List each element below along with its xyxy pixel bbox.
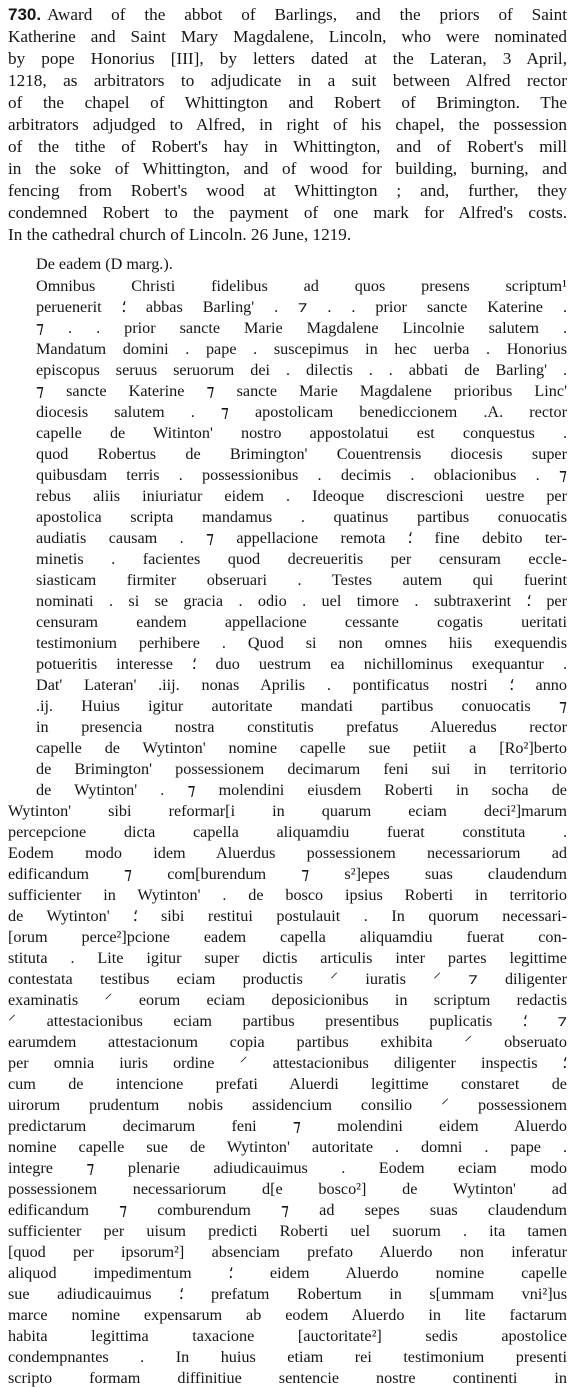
latin-text-line: examinatis ⸍ eorum eciam deposicionibus in scriptum redactis: [8, 991, 567, 1009]
latin-text-line: diocesis salutem . ⁊ apostolicam benediccionem .A. rector: [36, 403, 567, 421]
latin-text-line: quod Robertus de Brimington' Couentrensis diocesis super: [36, 445, 567, 463]
latin-text-line: predictarum decimarum feni ⁊ molendini eidem Aluerdo: [8, 1117, 567, 1135]
latin-text-line: apostolica scripta mandamus . quatinus partibus conuocatis: [36, 508, 567, 526]
latin-text-line: possessionem necessariorum d[e bosco²] de Wytinton' ad: [8, 1180, 567, 1198]
latin-text-line: ⁊ sancte Katerine ⁊ sancte Marie Magdalene prioribus Linc': [36, 382, 567, 400]
latin-text-line: testimonium perhibere . Quod si non omnes hiis exequendis: [36, 634, 567, 652]
latin-text-line: Mandatum domini . pape . suscepimus in hec uerba . Honorius: [36, 340, 567, 358]
latin-caption: De eadem (D marg.).: [36, 255, 173, 273]
latin-text-line: Omnibus Christi fidelibus ad quos presens scriptum¹: [36, 277, 567, 295]
latin-text-line: aliquod impedimentum ⸵ eidem Aluerdo nomine capelle: [8, 1264, 567, 1282]
entry-heading-line: 730. Award of the abbot of Barlings, and the priors of Saint: [8, 5, 567, 24]
entry-heading-line: condemned Robert to the payment of one mark for Alfred's costs.: [8, 203, 567, 222]
entry-heading-line: by pope Honorius [III], by letters dated at the Lateran, 3 April,: [8, 49, 567, 68]
entry-heading-line: arbitrators adjudged to Alfred, in right of his chapel, the possession: [8, 115, 567, 134]
latin-text-line: de Brimington' possessionem decimarum feni sui in territorio: [36, 760, 567, 778]
latin-text-line: [orum perce²]pcione eadem capella aliquamdiu fuerat con-: [8, 928, 567, 946]
latin-text-line: sufficienter in Wytinton' . de bosco ipsius Roberti in territorio: [8, 886, 567, 904]
entry-heading-line: 1218, as arbitrators to adjudicate in a suit between Alfred rector: [8, 71, 567, 90]
latin-text-line: sue adiudicauimus ⸵ prefatum Robertum in s[ummam vni²]us: [8, 1285, 567, 1303]
entry-heading-line: Katherine and Saint Mary Magdalene, Lincoln, who were nominated: [8, 27, 567, 46]
latin-text-line: de Wytinton' . ⁊ molendini eiusdem Roberti in socha de: [36, 781, 567, 799]
latin-text-line: uirorum prudentum nobis assidencium consilio ⸍ possessionem: [8, 1096, 567, 1114]
entry-heading-line: fencing from Robert's wood at Whittington ; and, further, they: [8, 181, 567, 200]
latin-text-line: contestata testibus eciam productis ⸍ iuratis ⸍ ⁊ diligenter: [8, 970, 567, 988]
latin-text-line: marce nomine expensarum ab eodem Aluerdo in lite factarum: [8, 1306, 567, 1324]
latin-text-line: cum de intencione prefati Aluerdi legittime constaret de: [8, 1075, 567, 1093]
latin-text-line: nominati . si se gracia . odio . uel timore . subtraxerint ⸵ per: [36, 592, 567, 610]
latin-text-line: Wytinton' sibi reformar[i in quarum eciam deci²]marum: [8, 802, 567, 820]
latin-text-line: potueritis interesse ⸵ duo uestrum ea nichillominus exequantur .: [36, 655, 567, 673]
latin-text-line: episcopus seruus seruorum dei . dilectis . . abbati de Barling' .: [36, 361, 567, 379]
latin-text-line: edificandum ⁊ com[burendum ⁊ s²]epes suas claudendum: [8, 865, 567, 883]
latin-text-line: sufficienter per uisum predicti Roberti uel suorum . ita tamen: [8, 1222, 567, 1240]
latin-text-line: edificandum ⁊ comburendum ⁊ ad sepes suas claudendum: [8, 1201, 567, 1219]
latin-text-line: capelle de Wytinton' nomine capelle sue petiit a [Ro²]berto: [36, 739, 567, 757]
latin-text-line: in presencia nostra constitutis prefatus Alueredus rector: [36, 718, 567, 736]
latin-text-line: ⸍ attestacionibus eciam partibus presentibus puplicatis ⸵ ⁊: [8, 1012, 567, 1030]
latin-text-line: .ij. Huius igitur autoritate mandati partibus conuocatis ⁊: [36, 697, 567, 715]
entry-heading-line: In the cathedral church of Lincoln. 26 June, 1219.: [8, 225, 352, 244]
latin-text-line: Dat' Lateran' .iij. nonas Aprilis . pontificatus nostri ⸵ anno: [36, 676, 567, 694]
entry-heading-line: in the soke of Whittington, and of wood for building, burning, and: [8, 159, 567, 178]
latin-text-line: censuram eandem appellacione cessante cogatis ueritati: [36, 613, 567, 631]
latin-text-line: Eodem modo idem Aluerdus possessionem necessariorum ad: [8, 844, 567, 862]
entry-heading-line: of the chapel of Whittington and Robert of Brimington. The: [8, 93, 567, 112]
latin-text-line: percepcione dicta capella aliquamdiu fuerat constituta .: [8, 823, 567, 841]
latin-text-line: integre ⁊ plenarie adiudicauimus . Eodem eciam modo: [8, 1159, 567, 1177]
latin-text-line: nomine capelle sue de Wytinton' autoritate . domni . pape .: [8, 1138, 567, 1156]
latin-text-line: de Wytinton' ⸵ sibi restitui postulauit . In quorum necessari-: [8, 907, 567, 925]
latin-text-line: audiatis causam . ⁊ appellacione remota ⸵ fine debito ter-: [36, 529, 567, 547]
latin-text-line: earumdem attestacionum copia partibus exhibita ⸍ obseruato: [8, 1033, 567, 1051]
latin-text-line: habita legittima taxacione [auctoritate²] sedis apostolice: [8, 1327, 567, 1345]
latin-text-line: minetis . facientes quod decreueritis per censuram eccle-: [36, 550, 567, 568]
latin-text-line: per omnia iuris ordine ⸍ attestacionibus diligenter inspectis ⸵: [8, 1054, 567, 1072]
latin-text-line: scripto formam diffinitiue sentencie nostre continenti in: [8, 1369, 567, 1387]
latin-text-line: ⁊ . . prior sancte Marie Magdalene Lincolnie salutem .: [36, 319, 567, 337]
entry-number: 730.: [8, 5, 42, 24]
latin-text-line: capelle de Witinton' nostro appostolatui est conquestus .: [36, 424, 567, 442]
latin-text-line: stituta . Lite igitur super dictis articulis inter partes legittime: [8, 949, 567, 967]
latin-text-line: quibusdam terris . possessionibus . decimis . oblacionibus . ⁊: [36, 466, 567, 484]
latin-text-line: [quod per ipsorum²] absenciam prefato Aluerdo non inferatur: [8, 1243, 567, 1261]
latin-text-line: condempnantes . In huius etiam rei testimonium presenti: [8, 1348, 567, 1366]
latin-text-line: rebus aliis iniuriatur eidem . Ideoque discrescioni uestre per: [36, 487, 567, 505]
entry-heading-line: of the tithe of Robert's hay in Whittington, and of Robert's mill: [8, 137, 567, 156]
latin-text-line: siasticam firmiter obseruari . Testes autem qui fuerint: [36, 571, 567, 589]
latin-text-line: peruenerit ⸵ abbas Barling' . ⁊ . . prior sancte Katerine .: [36, 298, 567, 316]
